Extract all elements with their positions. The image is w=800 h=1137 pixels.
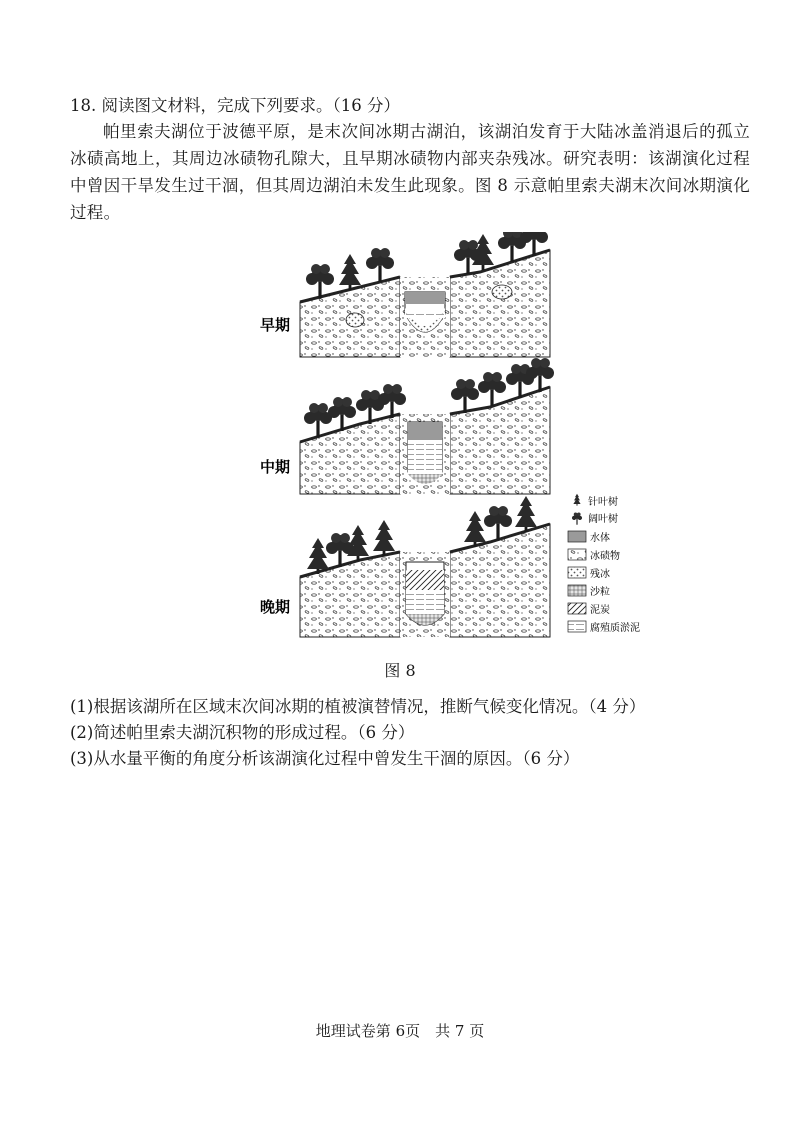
stage-label-middle: 中期 <box>260 458 291 476</box>
question-title: 18. 阅读图文材料，完成下列要求。（16 分） <box>70 96 400 115</box>
svg-text:腐殖质淤泥: 腐殖质淤泥 <box>590 623 640 634</box>
stage-label-early: 早期 <box>260 316 291 334</box>
svg-text:水体: 水体 <box>590 533 610 544</box>
legend-moraine <box>568 549 620 562</box>
svg-text:针叶树: 针叶树 <box>588 497 618 508</box>
page-footer: 地理试卷第 6页 共 7 页 <box>315 1022 485 1040</box>
legend-gyttja <box>568 621 640 634</box>
sub-question-2: (2)简述帕里索夫湖沉积物的形成过程。（6 分） <box>70 723 415 742</box>
stage-label-late: 晚期 <box>260 598 291 616</box>
sub-question-1: (1)根据该湖所在区域末次间冰期的植被演替情况，推断气候变化情况。（4 分） <box>70 697 646 716</box>
svg-text:阔叶树: 阔叶树 <box>588 514 618 525</box>
legend-dead-ice <box>568 567 610 580</box>
svg-text:冰碛物: 冰碛物 <box>590 551 620 562</box>
stage-early-diagram <box>260 232 550 357</box>
svg-text:泥炭: 泥炭 <box>590 605 610 616</box>
legend-peat <box>568 603 610 616</box>
legend-broadleaf <box>572 512 618 525</box>
stage-late-diagram <box>260 496 550 637</box>
figure-caption: 图 8 <box>384 661 416 680</box>
question-material: 帕里索夫湖位于波德平原，是末次间冰期古湖泊，该湖泊发育于大陆冰盖消退后的孤立冰碛高地上，其周边冰碛物孔隙大，且早期冰碛物内部夹杂残冰。研究表明：该湖演化过程中曾因干旱发生过干涸，但其周边湖泊未发生此现象。图 8 示意帕里索夫湖末次间冰期演化过程。 <box>70 122 750 222</box>
stage-middle-diagram <box>260 358 554 494</box>
legend-sand <box>568 585 610 598</box>
svg-text:残冰: 残冰 <box>590 569 610 580</box>
svg-text:沙粒: 沙粒 <box>590 587 610 598</box>
legend-conifer <box>573 494 618 508</box>
sub-question-3: (3)从水量平衡的角度分析该湖演化过程中曾发生干涸的原因。（6 分） <box>70 749 580 768</box>
figure-legend <box>568 494 640 634</box>
lake-evolution-figure <box>240 232 660 652</box>
legend-water <box>568 531 610 544</box>
